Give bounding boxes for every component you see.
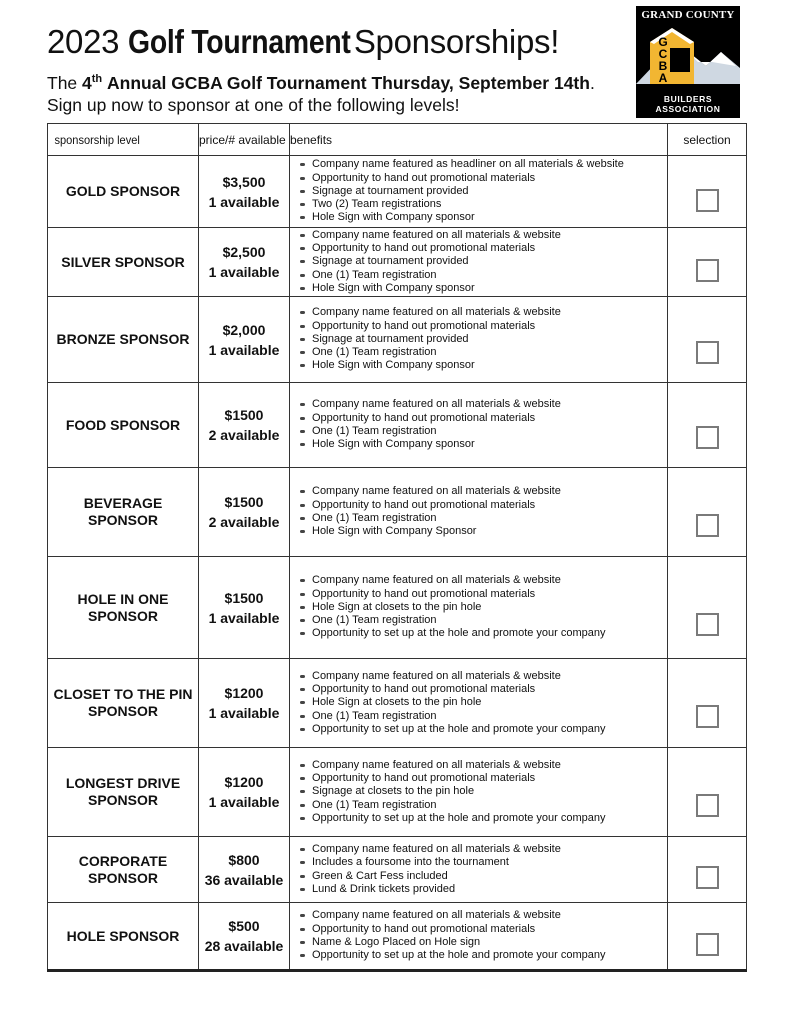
event-line-text: Annual GCBA Golf Tournament Thursday, September 14th (107, 72, 590, 93)
selection-cell (668, 659, 747, 748)
selection-cell (668, 228, 747, 297)
benefit-item: Signage at closets to the pin hole (298, 785, 667, 798)
sponsor-price-cell (199, 383, 290, 468)
selection-cell (668, 903, 747, 971)
sponsor-availability: 1 available (208, 264, 280, 280)
benefit-item: Hole Sign at closets to the pin hole (298, 601, 667, 614)
selection-checkbox[interactable] (696, 933, 719, 956)
event-line-prefix: The (47, 72, 78, 93)
event-line-end: . (589, 72, 595, 93)
benefit-item: One (1) Team registration (298, 614, 667, 627)
sponsor-price-cell (199, 557, 290, 659)
benefit-item: Hole Sign with Company sponsor (298, 438, 667, 451)
sponsor-price-cell (199, 228, 290, 297)
logo-bottom-text (636, 94, 740, 114)
benefit-item: Opportunity to hand out promotional materials (298, 320, 667, 333)
sponsor-benefits (290, 228, 668, 297)
benefit-item: Company name featured on all materials & website (298, 485, 667, 498)
benefit-item: Opportunity to set up at the hole and promote your company (298, 723, 667, 736)
benefit-item: One (1) Team registration (298, 512, 667, 525)
sponsorship-table (47, 123, 747, 972)
sponsor-benefits (290, 903, 668, 971)
sponsor-benefits (290, 557, 668, 659)
benefits-list (290, 909, 667, 962)
page-header (47, 22, 647, 116)
benefit-item: Opportunity to hand out promotional materials (298, 772, 667, 785)
table-row (48, 748, 747, 837)
header-benefits: benefits (290, 124, 668, 156)
benefits-list (290, 843, 667, 896)
header-price: price/# available (199, 124, 290, 156)
logo-builders: BUILDERS (663, 94, 713, 104)
sponsor-benefits (290, 297, 668, 383)
selection-cell (668, 557, 747, 659)
sponsor-level: BEVERAGE SPONSOR (48, 468, 199, 557)
selection-checkbox[interactable] (696, 613, 719, 636)
selection-checkbox[interactable] (696, 794, 719, 817)
sponsor-availability: 28 available (204, 938, 284, 954)
benefit-item: Hole Sign with Company Sponsor (298, 525, 667, 538)
event-ordinal-number: 4 (82, 72, 92, 93)
signup-line: Sign up now to sponsor at one of the following levels! (47, 94, 460, 115)
sponsor-benefits (290, 383, 668, 468)
sponsor-availability: 1 available (208, 193, 280, 210)
logo-letter-g: G (658, 35, 668, 49)
selection-checkbox[interactable] (696, 189, 719, 212)
sponsor-level: BRONZE SPONSOR (48, 297, 199, 383)
benefits-list (290, 670, 667, 736)
benefits-list (290, 306, 667, 372)
sponsor-price-cell (199, 468, 290, 557)
logo-letter-b: B (658, 59, 668, 73)
benefit-item: Opportunity to hand out promotional materials (298, 242, 667, 255)
benefit-item: Green & Cart Fess included (298, 870, 667, 883)
benefits-list (290, 229, 667, 295)
table-row (48, 659, 747, 748)
table-row (48, 228, 747, 297)
logo-association: ASSOCIATION (655, 104, 721, 114)
selection-cell (668, 748, 747, 837)
selection-cell (668, 383, 747, 468)
logo-top-text: GRAND COUNTY (641, 9, 735, 21)
benefit-item: Hole Sign with Company sponsor (298, 211, 667, 224)
sponsor-level: HOLE SPONSOR (48, 903, 199, 971)
sponsor-price-cell (199, 837, 290, 903)
sponsor-price-cell (199, 903, 290, 971)
benefit-item: Company name featured on all materials & website (298, 759, 667, 772)
benefit-item: Company name featured on all materials & website (298, 909, 667, 922)
benefit-item: Opportunity to hand out promotional materials (298, 923, 667, 936)
sponsor-price: $3,500 (222, 173, 266, 190)
selection-checkbox[interactable] (696, 866, 719, 889)
table-row (48, 903, 747, 971)
benefit-item: Company name featured as headliner on all materials & website (298, 158, 667, 171)
sponsor-level: FOOD SPONSOR (48, 383, 199, 468)
benefit-item: Signage at tournament provided (298, 255, 667, 268)
sponsor-availability: 2 available (208, 427, 280, 443)
benefits-list (290, 158, 667, 224)
page-title (47, 22, 647, 62)
benefit-item: Company name featured on all materials & website (298, 306, 667, 319)
sponsor-availability: 1 available (208, 705, 280, 721)
sponsor-benefits (290, 837, 668, 903)
sponsor-level: HOLE IN ONE SPONSOR (48, 557, 199, 659)
sponsor-price: $1200 (224, 685, 264, 701)
sponsor-availability: 36 available (204, 871, 284, 888)
benefit-item: Signage at tournament provided (298, 185, 667, 198)
sponsor-price: $1500 (224, 589, 264, 606)
sponsor-availability: 2 available (208, 514, 280, 530)
sponsor-level: SILVER SPONSOR (48, 228, 199, 297)
logo-letter-c: C (658, 47, 668, 61)
sponsor-price: $2,000 (222, 321, 266, 338)
benefit-item: Opportunity to hand out promotional materials (298, 683, 667, 696)
benefit-item: Lund & Drink tickets provided (298, 883, 667, 896)
title-year: 2023 (47, 23, 120, 60)
table-row (48, 383, 747, 468)
benefit-item: Two (2) Team registrations (298, 198, 667, 211)
sponsor-price: $500 (228, 918, 260, 934)
table-row (48, 837, 747, 903)
title-bold: Golf Tournament (128, 23, 351, 60)
benefit-item: Hole Sign at closets to the pin hole (298, 696, 667, 709)
sponsor-price-cell (199, 156, 290, 228)
sponsor-level: GOLD SPONSOR (48, 156, 199, 228)
event-line (47, 68, 647, 94)
sponsor-availability: 1 available (208, 794, 280, 810)
sponsor-price: $1500 (224, 407, 264, 423)
sponsor-benefits (290, 468, 668, 557)
benefit-item: Company name featured on all materials & website (298, 229, 667, 242)
benefits-list (290, 759, 667, 825)
benefit-item: Hole Sign with Company sponsor (298, 282, 667, 295)
benefit-item: Company name featured on all materials & website (298, 574, 667, 587)
benefit-item: One (1) Team registration (298, 269, 667, 282)
table-row (48, 468, 747, 557)
table-row (48, 156, 747, 228)
sponsor-benefits (290, 156, 668, 228)
logo-letters (656, 36, 670, 84)
selection-cell (668, 837, 747, 903)
benefit-item: One (1) Team registration (298, 425, 667, 438)
header-level: sponsorship level (54, 124, 193, 156)
sponsor-level: CORPORATE SPONSOR (48, 837, 199, 903)
sponsor-price-cell (199, 659, 290, 748)
header-selection: selection (668, 124, 747, 156)
benefit-item: Opportunity to hand out promotional materials (298, 412, 667, 425)
sponsor-availability: 1 available (208, 341, 280, 358)
sponsor-price: $1200 (224, 774, 264, 790)
sponsor-price-cell (199, 748, 290, 837)
benefit-item: Signage at tournament provided (298, 333, 667, 346)
benefits-list (290, 485, 667, 538)
sponsor-benefits (290, 659, 668, 748)
benefit-item: Opportunity to hand out promotional materials (298, 172, 667, 185)
benefit-item: Company name featured on all materials & website (298, 670, 667, 683)
title-rest: Sponsorships! (353, 23, 560, 60)
selection-cell (668, 297, 747, 383)
benefit-item: One (1) Team registration (298, 799, 667, 812)
benefit-item: Company name featured on all materials & website (298, 843, 667, 856)
benefit-item: Name & Logo Placed on Hole sign (298, 936, 667, 949)
sponsor-level: LONGEST DRIVE SPONSOR (48, 748, 199, 837)
selection-cell (668, 468, 747, 557)
gcba-logo (636, 6, 740, 118)
sponsor-price: $2,500 (222, 244, 266, 260)
benefit-item: Opportunity to hand out promotional materials (298, 588, 667, 601)
selection-checkbox[interactable] (696, 514, 719, 537)
sponsor-level: CLOSET TO THE PIN SPONSOR (48, 659, 199, 748)
benefit-item: Company name featured on all materials & website (298, 398, 667, 411)
selection-cell (668, 156, 747, 228)
sponsor-price: $1500 (224, 494, 264, 510)
selection-checkbox[interactable] (696, 705, 719, 728)
sponsor-availability: 1 available (208, 609, 280, 626)
benefit-item: Includes a foursome into the tournament (298, 856, 667, 869)
sponsor-price: $800 (228, 851, 260, 868)
benefit-item: One (1) Team registration (298, 710, 667, 723)
logo-letter-a: A (658, 71, 668, 85)
selection-checkbox[interactable] (696, 426, 719, 449)
benefit-item: Hole Sign with Company sponsor (298, 359, 667, 372)
benefit-item: Opportunity to hand out promotional materials (298, 499, 667, 512)
event-ordinal-suffix: th (91, 73, 103, 85)
selection-checkbox[interactable] (696, 341, 719, 364)
sponsor-benefits (290, 748, 668, 837)
benefits-list (290, 574, 667, 640)
benefits-list (290, 398, 667, 451)
sponsor-price-cell (199, 297, 290, 383)
table-header-row (48, 124, 747, 156)
benefit-item: Opportunity to set up at the hole and promote your company (298, 627, 667, 640)
table-row (48, 557, 747, 659)
benefit-item: Opportunity to set up at the hole and promote your company (298, 949, 667, 962)
benefit-item: One (1) Team registration (298, 346, 667, 359)
selection-checkbox[interactable] (696, 259, 719, 282)
event-ordinal (82, 73, 102, 93)
house-mountain-icon (636, 22, 740, 92)
benefit-item: Opportunity to set up at the hole and promote your company (298, 812, 667, 825)
table-row (48, 297, 747, 383)
